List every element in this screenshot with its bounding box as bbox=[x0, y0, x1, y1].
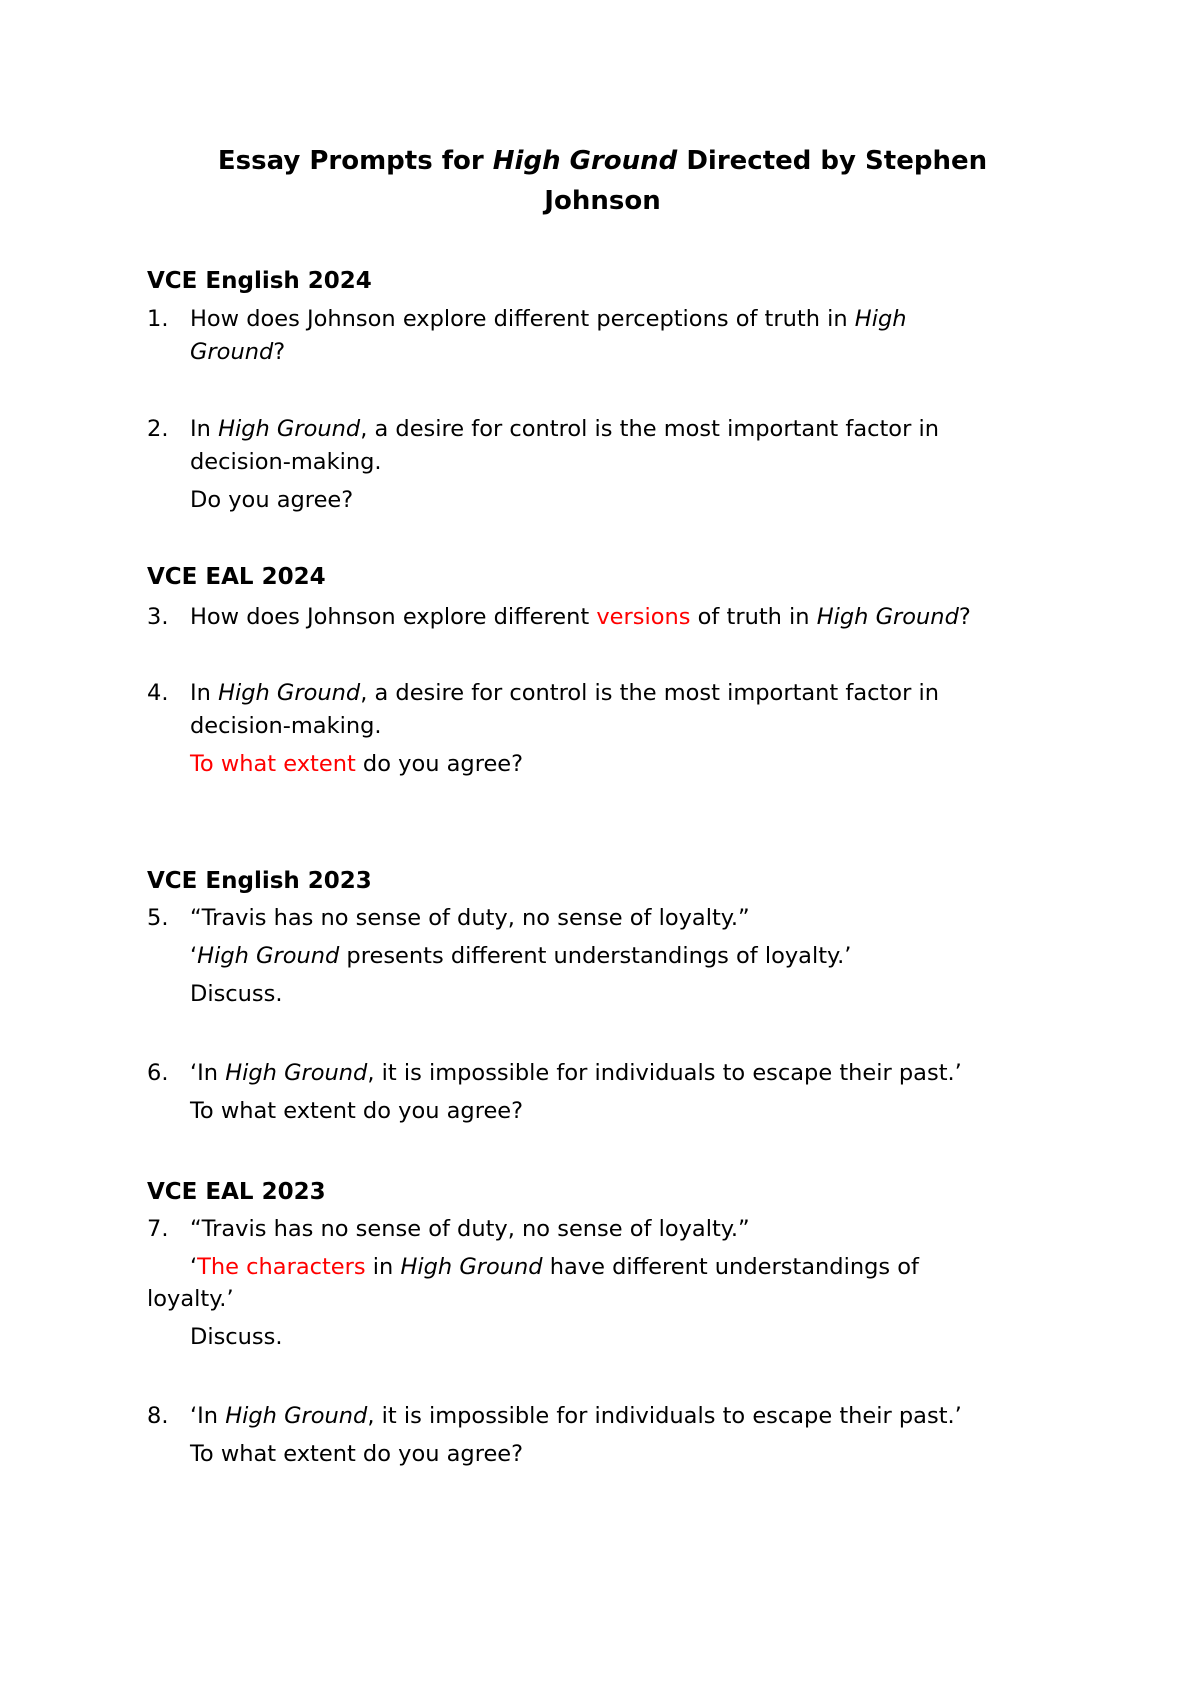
document-title: Essay Prompts for High Ground Directed by Stephen Johnson bbox=[217, 146, 988, 216]
prompt-6: 6. ‘In High Ground, it is impossible for individuals to escape their past.’ To what extent do you agree? bbox=[147, 1060, 962, 1124]
section-heading: VCE English 2023 bbox=[147, 868, 372, 894]
prompt-2: 2. In High Ground, a desire for control is the most important factor in decision-making. Do you agree? bbox=[147, 416, 939, 513]
prompt-4: 4. In High Ground, a desire for control is the most important factor in decision-making. To what extent do you agree? bbox=[147, 680, 939, 777]
prompt-8: 8. ‘In High Ground, it is impossible for individuals to escape their past.’ To what extent do you agree? bbox=[147, 1403, 962, 1467]
prompt-3: 3. How does Johnson explore different versions of truth in High Ground? bbox=[147, 604, 971, 630]
prompt-7-wrap-line: loyalty.’ bbox=[147, 1286, 234, 1312]
prompt-7-instruction: Discuss. bbox=[190, 1324, 283, 1350]
section-heading: VCE EAL 2024 bbox=[147, 564, 326, 590]
prompt-5: 5. “Travis has no sense of duty, no sense of loyalty.” ‘High Ground presents different understandings of loyalty.’ Discuss. bbox=[147, 905, 852, 1007]
section-heading: VCE EAL 2023 bbox=[147, 1179, 326, 1205]
prompt-1: 1. How does Johnson explore different perceptions of truth in High Ground? bbox=[147, 306, 907, 365]
prompt-7: 7. “Travis has no sense of duty, no sense of loyalty.” ‘The characters in High Ground have different understandings of bbox=[147, 1216, 919, 1280]
section-heading: VCE English 2024 bbox=[147, 268, 372, 294]
